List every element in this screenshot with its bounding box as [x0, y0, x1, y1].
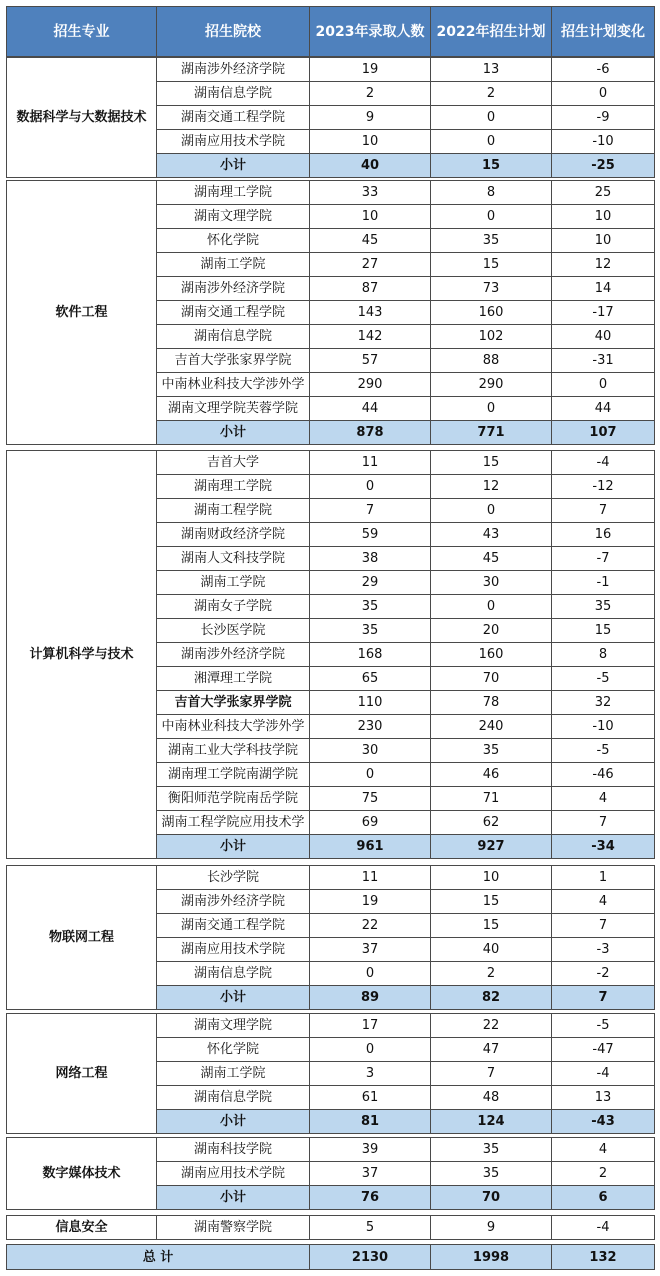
plan-2022: 0: [431, 106, 552, 130]
plan-2022: 30: [431, 571, 552, 595]
header-admitted-2023: 2023年录取人数: [310, 7, 431, 57]
plan-2022: 20: [431, 619, 552, 643]
plan-change: -31: [552, 349, 655, 373]
grand-total-row: [7, 1245, 655, 1270]
admitted-2023: 290: [310, 373, 431, 397]
subtotal-plan-2022: 15: [431, 154, 552, 178]
admitted-2023: 11: [310, 451, 431, 475]
subtotal-plan-change: 107: [552, 421, 655, 445]
admitted-2023: 3: [310, 1062, 431, 1086]
subtotal-plan-change: -25: [552, 154, 655, 178]
school-name: 长沙医学院: [157, 619, 310, 643]
plan-change: 10: [552, 205, 655, 229]
plan-change: 15: [552, 619, 655, 643]
grand-total-plan-change: 132: [552, 1245, 655, 1270]
plan-2022: 102: [431, 325, 552, 349]
plan-2022: 240: [431, 715, 552, 739]
school-name: 湖南女子学院: [157, 595, 310, 619]
admitted-2023: 110: [310, 691, 431, 715]
plan-2022: 290: [431, 373, 552, 397]
plan-change: 25: [552, 181, 655, 205]
major-name: 数字媒体技术: [7, 1138, 157, 1210]
admitted-2023: 35: [310, 619, 431, 643]
school-name: 湖南信息学院: [157, 325, 310, 349]
admitted-2023: 22: [310, 914, 431, 938]
plan-change: 14: [552, 277, 655, 301]
major-block: [6, 865, 655, 1010]
subtotal-plan-2022: 124: [431, 1110, 552, 1134]
admitted-2023: 11: [310, 866, 431, 890]
admitted-2023: 35: [310, 595, 431, 619]
admitted-2023: 75: [310, 787, 431, 811]
plan-change: 1: [552, 866, 655, 890]
header-major: 招生专业: [7, 7, 157, 57]
major-block: [6, 1137, 655, 1210]
table-row: [7, 1138, 655, 1162]
school-name: 中南林业科技大学涉外学: [157, 715, 310, 739]
plan-change: -5: [552, 1014, 655, 1038]
plan-change: -10: [552, 130, 655, 154]
admitted-2023: 61: [310, 1086, 431, 1110]
admitted-2023: 57: [310, 349, 431, 373]
table-row: [7, 451, 655, 475]
school-name: 湖南工学院: [157, 571, 310, 595]
school-name: 湖南文理学院芙蓉学院: [157, 397, 310, 421]
plan-change: 7: [552, 499, 655, 523]
admitted-2023: 27: [310, 253, 431, 277]
header-plan-change: 招生计划变化: [552, 7, 655, 57]
plan-2022: 35: [431, 1162, 552, 1186]
admitted-2023: 87: [310, 277, 431, 301]
school-name: 湖南理工学院南湖学院: [157, 763, 310, 787]
school-name: 湖南理工学院: [157, 475, 310, 499]
school-name: 湖南应用技术学院: [157, 1162, 310, 1186]
plan-change: 4: [552, 1138, 655, 1162]
table-row: [7, 1216, 655, 1240]
admitted-2023: 168: [310, 643, 431, 667]
subtotal-plan-change: 6: [552, 1186, 655, 1210]
school-name: 湖南涉外经济学院: [157, 277, 310, 301]
plan-change: -46: [552, 763, 655, 787]
major-name: 软件工程: [7, 181, 157, 445]
plan-change: 4: [552, 787, 655, 811]
plan-2022: 15: [431, 914, 552, 938]
school-name: 湖南人文科技学院: [157, 547, 310, 571]
major-block: [6, 57, 655, 178]
admitted-2023: 30: [310, 739, 431, 763]
school-name: 湖南文理学院: [157, 1014, 310, 1038]
plan-change: -1: [552, 571, 655, 595]
plan-2022: 78: [431, 691, 552, 715]
table-row: [7, 181, 655, 205]
admitted-2023: 19: [310, 58, 431, 82]
major-name: 数据科学与大数据技术: [7, 58, 157, 178]
admitted-2023: 0: [310, 763, 431, 787]
plan-2022: 88: [431, 349, 552, 373]
plan-2022: 0: [431, 397, 552, 421]
plan-change: 13: [552, 1086, 655, 1110]
plan-2022: 2: [431, 962, 552, 986]
plan-change: 2: [552, 1162, 655, 1186]
school-name: 湖南财政经济学院: [157, 523, 310, 547]
plan-2022: 8: [431, 181, 552, 205]
subtotal-plan-change: -34: [552, 835, 655, 859]
plan-2022: 160: [431, 301, 552, 325]
plan-2022: 47: [431, 1038, 552, 1062]
school-name: 湖南理工学院: [157, 181, 310, 205]
plan-change: -7: [552, 547, 655, 571]
plan-2022: 35: [431, 229, 552, 253]
plan-change: 0: [552, 82, 655, 106]
major-name: 信息安全: [7, 1216, 157, 1240]
subtotal-admitted-2023: 961: [310, 835, 431, 859]
admitted-2023: 39: [310, 1138, 431, 1162]
plan-change: -9: [552, 106, 655, 130]
subtotal-plan-2022: 771: [431, 421, 552, 445]
plan-change: -47: [552, 1038, 655, 1062]
plan-change: -4: [552, 1216, 655, 1240]
admitted-2023: 2: [310, 82, 431, 106]
plan-change: 7: [552, 811, 655, 835]
admitted-2023: 9: [310, 106, 431, 130]
header-school: 招生院校: [157, 7, 310, 57]
plan-2022: 70: [431, 667, 552, 691]
subtotal-label: 小计: [157, 154, 310, 178]
school-name: 吉首大学张家界学院: [157, 349, 310, 373]
school-name: 湖南信息学院: [157, 1086, 310, 1110]
admitted-2023: 10: [310, 130, 431, 154]
subtotal-label: 小计: [157, 1186, 310, 1210]
plan-2022: 71: [431, 787, 552, 811]
subtotal-plan-2022: 82: [431, 986, 552, 1010]
subtotal-admitted-2023: 878: [310, 421, 431, 445]
subtotal-admitted-2023: 40: [310, 154, 431, 178]
plan-2022: 2: [431, 82, 552, 106]
plan-change: 35: [552, 595, 655, 619]
admitted-2023: 0: [310, 1038, 431, 1062]
admitted-2023: 59: [310, 523, 431, 547]
plan-2022: 0: [431, 595, 552, 619]
school-name: 湖南涉外经济学院: [157, 58, 310, 82]
plan-2022: 22: [431, 1014, 552, 1038]
plan-change: 40: [552, 325, 655, 349]
school-name: 湖南涉外经济学院: [157, 890, 310, 914]
admitted-2023: 38: [310, 547, 431, 571]
plan-change: 44: [552, 397, 655, 421]
major-block: [6, 1215, 655, 1240]
plan-2022: 73: [431, 277, 552, 301]
school-name: 长沙学院: [157, 866, 310, 890]
subtotal-plan-change: 7: [552, 986, 655, 1010]
table-row: [7, 58, 655, 82]
grand-total-plan-2022: 1998: [431, 1245, 552, 1270]
admitted-2023: 17: [310, 1014, 431, 1038]
plan-change: -12: [552, 475, 655, 499]
school-name: 湘潭理工学院: [157, 667, 310, 691]
table-row: [7, 1014, 655, 1038]
plan-change: -5: [552, 739, 655, 763]
plan-2022: 0: [431, 205, 552, 229]
plan-change: -6: [552, 58, 655, 82]
plan-change: 4: [552, 890, 655, 914]
admitted-2023: 143: [310, 301, 431, 325]
admitted-2023: 5: [310, 1216, 431, 1240]
school-name: 湖南应用技术学院: [157, 130, 310, 154]
plan-2022: 7: [431, 1062, 552, 1086]
plan-2022: 13: [431, 58, 552, 82]
plan-2022: 43: [431, 523, 552, 547]
plan-change: -3: [552, 938, 655, 962]
plan-2022: 35: [431, 739, 552, 763]
grand-total-admitted-2023: 2130: [310, 1245, 431, 1270]
plan-change: -10: [552, 715, 655, 739]
school-name: 湖南交通工程学院: [157, 914, 310, 938]
school-name: 衡阳师范学院南岳学院: [157, 787, 310, 811]
plan-change: -2: [552, 962, 655, 986]
plan-change: -4: [552, 451, 655, 475]
school-name: 湖南信息学院: [157, 82, 310, 106]
major-block: [6, 450, 655, 859]
plan-2022: 0: [431, 130, 552, 154]
admitted-2023: 65: [310, 667, 431, 691]
admitted-2023: 44: [310, 397, 431, 421]
school-name: 怀化学院: [157, 229, 310, 253]
plan-change: 32: [552, 691, 655, 715]
admitted-2023: 29: [310, 571, 431, 595]
school-name: 吉首大学张家界学院: [157, 691, 310, 715]
school-name: 湖南警察学院: [157, 1216, 310, 1240]
major-name: 物联网工程: [7, 866, 157, 1010]
plan-2022: 62: [431, 811, 552, 835]
plan-2022: 15: [431, 890, 552, 914]
grand-total-block: [6, 1244, 655, 1270]
subtotal-label: 小计: [157, 835, 310, 859]
subtotal-plan-change: -43: [552, 1110, 655, 1134]
subtotal-admitted-2023: 89: [310, 986, 431, 1010]
plan-change: 10: [552, 229, 655, 253]
school-name: 湖南工学院: [157, 1062, 310, 1086]
plan-2022: 160: [431, 643, 552, 667]
admitted-2023: 37: [310, 938, 431, 962]
school-name: 中南林业科技大学涉外学: [157, 373, 310, 397]
school-name: 湖南交通工程学院: [157, 106, 310, 130]
admitted-2023: 45: [310, 229, 431, 253]
plan-change: -17: [552, 301, 655, 325]
school-name: 湖南工程学院应用技术学: [157, 811, 310, 835]
plan-change: 12: [552, 253, 655, 277]
admitted-2023: 37: [310, 1162, 431, 1186]
plan-2022: 45: [431, 547, 552, 571]
plan-2022: 46: [431, 763, 552, 787]
admitted-2023: 10: [310, 205, 431, 229]
school-name: 湖南工程学院: [157, 499, 310, 523]
school-name: 湖南工业大学科技学院: [157, 739, 310, 763]
table-header: [6, 6, 655, 57]
major-name: 计算机科学与技术: [7, 451, 157, 859]
school-name: 湖南交通工程学院: [157, 301, 310, 325]
school-name: 湖南文理学院: [157, 205, 310, 229]
table-row: [7, 866, 655, 890]
admitted-2023: 230: [310, 715, 431, 739]
admitted-2023: 69: [310, 811, 431, 835]
subtotal-plan-2022: 927: [431, 835, 552, 859]
subtotal-admitted-2023: 76: [310, 1186, 431, 1210]
school-name: 湖南信息学院: [157, 962, 310, 986]
subtotal-label: 小计: [157, 1110, 310, 1134]
plan-change: 7: [552, 914, 655, 938]
plan-change: -5: [552, 667, 655, 691]
subtotal-plan-2022: 70: [431, 1186, 552, 1210]
admitted-2023: 19: [310, 890, 431, 914]
plan-2022: 12: [431, 475, 552, 499]
plan-2022: 35: [431, 1138, 552, 1162]
grand-total-label: 总 计: [7, 1245, 310, 1270]
admitted-2023: 0: [310, 475, 431, 499]
plan-change: 16: [552, 523, 655, 547]
plan-change: 8: [552, 643, 655, 667]
major-block: [6, 1013, 655, 1134]
plan-2022: 0: [431, 499, 552, 523]
plan-2022: 48: [431, 1086, 552, 1110]
subtotal-admitted-2023: 81: [310, 1110, 431, 1134]
plan-2022: 15: [431, 451, 552, 475]
subtotal-label: 小计: [157, 421, 310, 445]
plan-change: -4: [552, 1062, 655, 1086]
subtotal-label: 小计: [157, 986, 310, 1010]
school-name: 湖南科技学院: [157, 1138, 310, 1162]
school-name: 吉首大学: [157, 451, 310, 475]
admitted-2023: 0: [310, 962, 431, 986]
admitted-2023: 142: [310, 325, 431, 349]
major-name: 网络工程: [7, 1014, 157, 1134]
plan-2022: 10: [431, 866, 552, 890]
school-name: 怀化学院: [157, 1038, 310, 1062]
major-block: [6, 180, 655, 445]
school-name: 湖南应用技术学院: [157, 938, 310, 962]
school-name: 湖南涉外经济学院: [157, 643, 310, 667]
header-plan-2022: 2022年招生计划: [431, 7, 552, 57]
plan-change: 0: [552, 373, 655, 397]
plan-2022: 40: [431, 938, 552, 962]
admitted-2023: 33: [310, 181, 431, 205]
plan-2022: 9: [431, 1216, 552, 1240]
admitted-2023: 7: [310, 499, 431, 523]
plan-2022: 15: [431, 253, 552, 277]
school-name: 湖南工学院: [157, 253, 310, 277]
